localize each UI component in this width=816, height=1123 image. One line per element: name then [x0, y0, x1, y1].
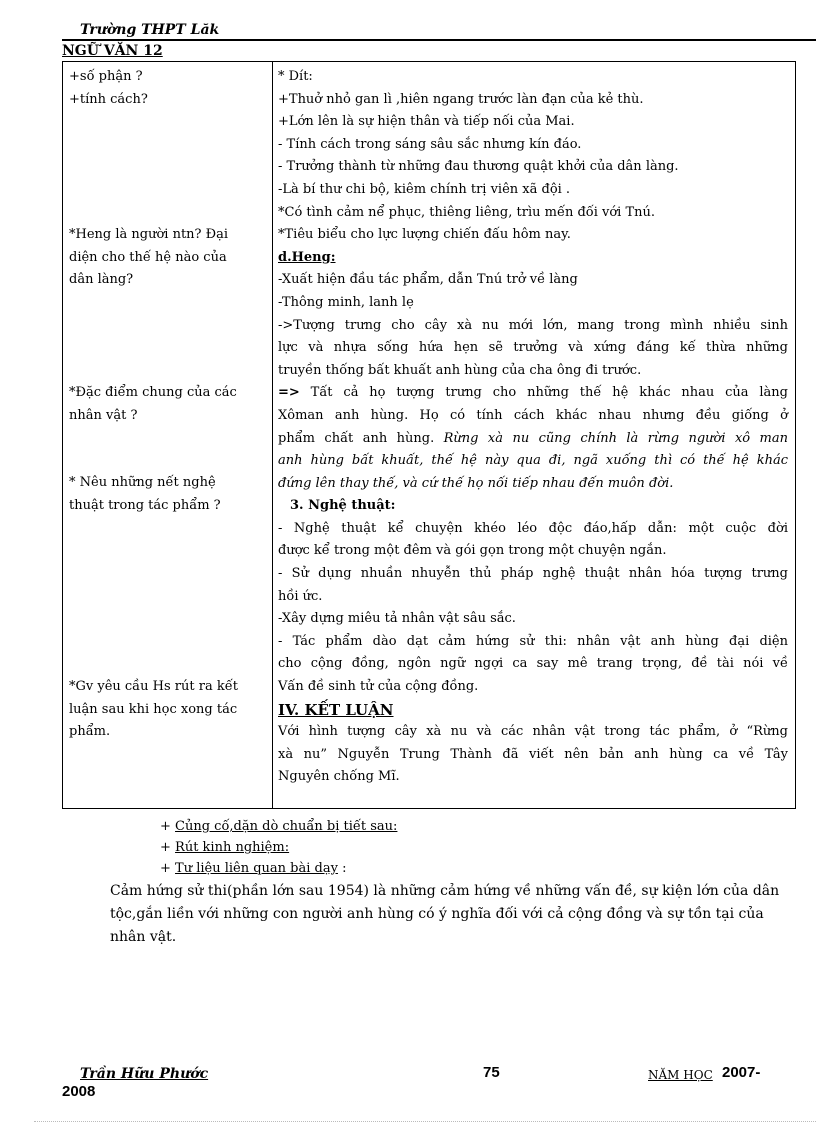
- art-line: -Xây dựng miêu tả nhân vật sâu sắc.: [278, 611, 516, 627]
- answer-column: [278, 66, 788, 789]
- art-line: - Sử dụng nhuần nhuyễn thủ pháp nghệ thuật nhân hóa tượng trưng: [278, 566, 788, 582]
- note-item: + Rút kinh nghiệm:: [160, 840, 290, 855]
- note-item: + Tư liệu liên quan bài dạy :: [160, 861, 347, 876]
- conclusion-line: Nguyên chống Mĩ.: [278, 769, 400, 785]
- school-year-label: NĂM HỌC: [648, 1068, 713, 1082]
- arrow-icon: =>: [278, 385, 300, 401]
- art-line: - Tác phẩm dào dạt cảm hứng sử thi: nhân vật anh hùng đại diện: [278, 633, 788, 649]
- dit-line: *Tiêu biểu cho lực lượng chiến đấu hôm nay.: [278, 227, 571, 243]
- heng-line: truyền thống bất khuất anh hùng của cha ông đi trước.: [278, 362, 642, 378]
- conclusion-line: Với hình tượng cây xà nu và các nhân vật trong tác phẩm, ở “Rừng: [278, 724, 788, 740]
- question-conclusion-line: phẩm.: [69, 724, 111, 740]
- question-conclusion-line: luận sau khi học xong tác: [69, 701, 238, 717]
- question-heng: [69, 224, 265, 292]
- header-rule: [62, 39, 816, 41]
- question-art-line: thuật trong tác phẩm ?: [69, 497, 221, 513]
- common-line: đứng lên thay thế, và cứ thế họ nối tiếp nhau đến muôn đời.: [278, 475, 674, 491]
- dit-heading: * Dít:: [278, 69, 313, 84]
- heng-line: lực và nhựa sống hứa hẹn sẽ trưởng và xứng đáng kế thừa những: [278, 340, 788, 356]
- dit-line: +Thuở nhỏ gan lì ,hiên ngang trước làn đạn của kẻ thù.: [278, 91, 644, 107]
- heng-line: -Thông minh, lanh lẹ: [278, 294, 414, 310]
- question-art-line: * Nêu những nết nghệ: [69, 475, 216, 490]
- art-line: - Nghệ thuật kể chuyện khéo léo độc đáo,hấp dẫn: một cuộc đời: [278, 520, 788, 536]
- lesson-table: [62, 61, 796, 809]
- teacher-name: Trần Hữu Phước: [80, 1066, 209, 1082]
- common-text: Tất cả họ tượng trưng cho những thế hệ khác nhau của làng: [310, 385, 788, 401]
- heng-line: -Xuất hiện đầu tác phẩm, dẫn Tnú trở về làng: [278, 272, 578, 288]
- dit-line: +Lớn lên là sự hiện thân và tiếp nối của Mai.: [278, 114, 575, 130]
- common-line: anh hùng bất khuất, thế hệ này qua đi, ngã xuống thì có thế hệ khác: [278, 453, 788, 469]
- question-art: [69, 472, 265, 517]
- common-line: [278, 428, 788, 451]
- conclusion-line: xà nu” Nguyễn Trung Thành đã viết nên bản anh hùng ca về Tây: [278, 746, 788, 762]
- common-italic-text: Rừng xà nu cũng chính là rừng người xô man: [443, 430, 788, 446]
- dit-line: -Là bí thư chi bộ, kiêm chính trị viên xã đội .: [278, 181, 571, 197]
- reference-paragraph: Cảm hứng sử thi(phần lớn sau 1954) là những cảm hứng về những vấn đề, sự kiện lớn của dân tộc,gắn liền với những con người anh hùng có ý nghĩa đối với cả cộng đồng và sự tồn tại của nhân vật.: [110, 883, 780, 945]
- question-conclusion-line: *Gv yêu cầu Hs rút ra kết: [69, 679, 238, 694]
- question-character: +tính cách?: [69, 91, 148, 107]
- note-item: + Củng cố,dặn dò chuẩn bị tiết sau:: [160, 819, 398, 834]
- art-heading: 3. Nghệ thuật:: [290, 498, 396, 514]
- school-name: Trường THPT Lăk: [80, 22, 220, 38]
- page-number: 75: [483, 1064, 500, 1081]
- column-divider: [272, 62, 273, 808]
- common-line: Xôman anh hùng. Họ có tính cách khác nhau nhưng đều giống ở: [278, 407, 788, 423]
- footer-rule: [34, 1121, 816, 1122]
- heng-line: ->Tượng trưng cho cây xà nu mới lớn, mang trong mình nhiều sinh: [278, 317, 788, 333]
- art-line: Vấn đề sinh tử của cộng đồng.: [278, 679, 479, 695]
- school-year-start: 2007-: [722, 1064, 761, 1081]
- dit-line: - Tính cách trong sáng sâu sắc nhưng kín đáo.: [278, 136, 582, 152]
- school-year-end: 2008: [62, 1083, 96, 1100]
- common-text: phẩm chất anh hùng.: [278, 430, 435, 446]
- question-common-line: nhân vật ?: [69, 407, 138, 423]
- art-line: cho cộng đồng, ngôn ngữ ngợi ca say mê trang trọng, đề tài nói về: [278, 656, 788, 672]
- art-line: được kể trong một đêm và gói gọn trong một chuyện ngắn.: [278, 543, 667, 559]
- note-text: Củng cố,dặn dò chuẩn bị tiết sau:: [175, 819, 398, 834]
- question-common-line: *Đặc điểm chung của các: [69, 385, 237, 400]
- note-suffix: :: [342, 861, 347, 876]
- heng-heading: d.Heng:: [278, 249, 336, 265]
- question-fate: +số phận ?: [69, 69, 143, 84]
- question-heng-line: dân làng?: [69, 272, 134, 288]
- art-line: hồi ức.: [278, 588, 323, 604]
- note-text: Tư liệu liên quan bài dạy: [175, 861, 338, 876]
- common-line: [278, 382, 788, 405]
- question-common-traits: [69, 382, 265, 427]
- dit-line: - Trưởng thành từ những đau thương quật khởi của dân làng.: [278, 159, 679, 175]
- dit-line: *Có tình cảm nể phục, thiêng liêng, trìu mến đối với Tnú.: [278, 204, 656, 220]
- lesson-notes: [160, 816, 397, 879]
- question-conclusion: [69, 676, 265, 744]
- subject-title: NGỮ VĂN 12: [62, 43, 163, 59]
- note-text: Rút kinh nghiệm:: [175, 840, 290, 855]
- conclusion-heading: IV. KẾT LUẬN: [278, 700, 394, 719]
- question-heng-line: diện cho thế hệ nào của: [69, 249, 227, 265]
- question-heng-line: *Heng là người ntn? Đại: [69, 227, 229, 242]
